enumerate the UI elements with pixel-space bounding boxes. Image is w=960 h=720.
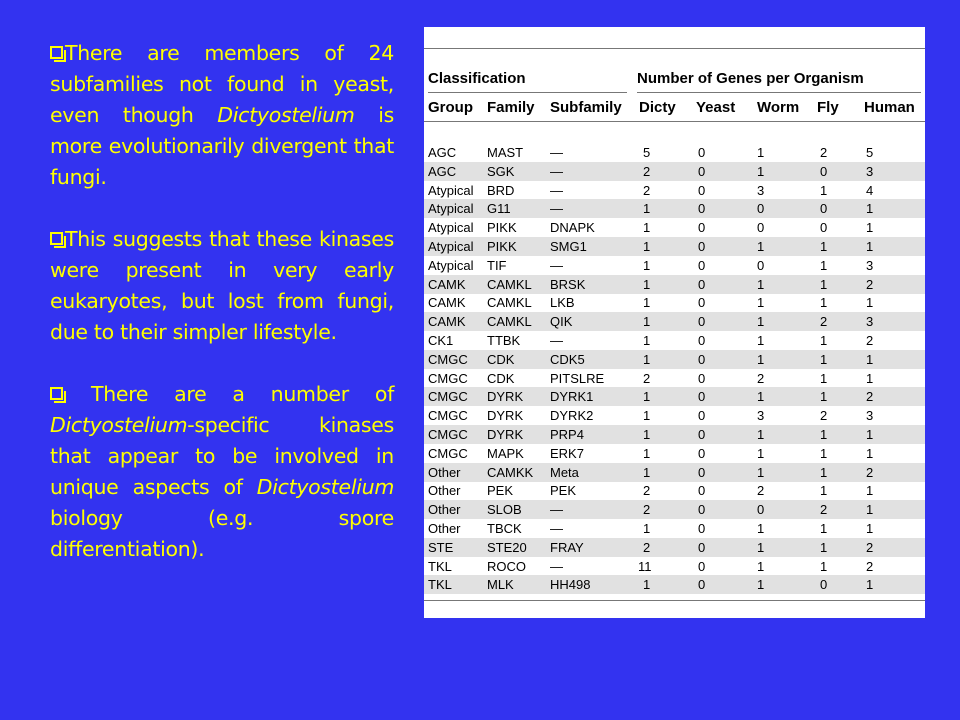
table-cell: CDK5	[550, 351, 585, 367]
table-cell: SLOB	[487, 502, 522, 518]
table-cell: Atypical	[428, 239, 474, 254]
table-cell: DYRK2	[550, 408, 594, 424]
table-cell: 2	[820, 145, 828, 160]
table-cell: 1	[866, 577, 874, 593]
table-cell: 0	[820, 163, 828, 179]
table-cell: 1	[820, 370, 828, 386]
table-cell: ROCO	[487, 558, 526, 574]
table-cell: 0	[757, 257, 765, 273]
table-cell: TIF	[487, 257, 507, 273]
table-cell: Atypical	[428, 220, 474, 236]
table-cell: PIKK	[487, 220, 517, 236]
table-cell: AGC	[428, 145, 457, 160]
table-cell: 2	[643, 502, 651, 518]
table-cell: 0	[698, 427, 706, 442]
column-header-fly: Fly	[817, 99, 839, 116]
table-cell: 0	[698, 239, 706, 254]
table-cell: TKL	[428, 558, 452, 574]
table-cell: —	[550, 521, 563, 536]
table-cell: CDK	[487, 351, 515, 367]
table-cell: 1	[820, 276, 828, 292]
table-cell: Other	[428, 521, 461, 536]
table-cell: PITSLRE	[550, 370, 605, 386]
bullet-paragraph-2	[50, 224, 394, 348]
column-header-family: Family	[487, 99, 535, 116]
paragraph-text: There are a number of	[65, 382, 394, 406]
table-row	[424, 275, 925, 294]
table-cell: —	[550, 145, 563, 160]
table-cell: 0	[820, 220, 828, 236]
table-cell: 1	[643, 314, 651, 330]
table-cell: 0	[698, 521, 706, 536]
table-cell: Other	[428, 483, 461, 499]
table-cell: 1	[757, 389, 765, 405]
table-cell: 1	[757, 427, 765, 442]
table-cell: 1	[820, 257, 828, 273]
table-cell: 3	[757, 182, 765, 198]
column-header-worm: Worm	[757, 99, 800, 116]
table-cell: 1	[757, 351, 765, 367]
table-cell: 2	[820, 502, 828, 518]
table-cell: 0	[698, 276, 706, 292]
table-row	[424, 387, 925, 406]
table-rule	[424, 121, 925, 122]
column-header-dicty: Dicty	[639, 99, 676, 116]
table-cell: 1	[643, 351, 651, 367]
table-cell: BRD	[487, 182, 515, 198]
table-cell: 0	[698, 483, 706, 499]
table-cell: CMGC	[428, 445, 468, 461]
table-cell: 3	[866, 408, 874, 424]
table-cell: 0	[698, 370, 706, 386]
table-row	[424, 256, 925, 275]
table-cell: 0	[698, 539, 706, 555]
table-cell: 1	[757, 145, 765, 160]
table-row	[424, 481, 925, 500]
table-cell: 0	[698, 257, 706, 273]
bullet-text-panel	[50, 38, 394, 596]
table-cell: 3	[866, 163, 874, 179]
table-cell: MAST	[487, 145, 524, 160]
table-cell: CMGC	[428, 427, 468, 442]
table-cell: 1	[643, 220, 651, 236]
paragraph-text: biology (e.g. spore differentiation).	[50, 506, 394, 561]
table-cell: 1	[643, 333, 651, 348]
table-cell: 5	[866, 145, 874, 160]
table-cell: 1	[643, 445, 651, 461]
table-cell: 1	[643, 201, 651, 217]
table-cell: 2	[866, 276, 874, 292]
paragraph-text: is more evolutionarily divergent that fungi.	[50, 103, 394, 189]
checkbox-bullet-icon	[50, 387, 63, 400]
table-cell: 2	[866, 539, 874, 555]
table-cell: MLK	[487, 577, 514, 593]
table-cell: 0	[757, 502, 765, 518]
table-cell: 1	[643, 427, 651, 442]
table-cell: 1	[757, 558, 765, 574]
table-cell: PIKK	[487, 239, 517, 254]
table-row	[424, 312, 925, 331]
table-cell: 2	[866, 389, 874, 405]
table-cell: CAMKL	[487, 314, 532, 330]
table-cell: 1	[866, 521, 874, 536]
table-cell: CMGC	[428, 351, 468, 367]
table-cell: CAMK	[428, 314, 466, 330]
table-cell: CMGC	[428, 370, 468, 386]
table-cell: 0	[698, 295, 706, 311]
table-cell: 1	[643, 239, 651, 254]
genes-per-organism-header: Number of Genes per Organism	[637, 70, 864, 87]
table-cell: QIK	[550, 314, 573, 330]
table-cell: DYRK	[487, 427, 524, 442]
bullet-paragraph-3	[50, 379, 394, 565]
table-cell: 1	[643, 276, 651, 292]
table-cell: DNAPK	[550, 220, 595, 236]
column-header-human: Human	[864, 99, 915, 116]
table-row	[424, 575, 925, 594]
table-cell: CAMKL	[487, 276, 532, 292]
table-row	[424, 557, 925, 576]
table-cell: 1	[643, 295, 651, 311]
table-cell: 0	[698, 220, 706, 236]
table-cell: 1	[820, 483, 828, 499]
table-cell: 1	[820, 351, 828, 367]
table-cell: 1	[757, 239, 765, 254]
table-cell: 1	[866, 220, 874, 236]
table-cell: 2	[757, 483, 765, 499]
table-row	[424, 218, 925, 237]
table-cell: Atypical	[428, 257, 474, 273]
table-cell: STE	[428, 539, 454, 555]
table-cell: 1	[866, 370, 874, 386]
table-cell: CAMKL	[487, 295, 532, 311]
table-cell: 0	[698, 577, 706, 593]
table-cell: SGK	[487, 163, 515, 179]
table-cell: 1	[820, 464, 828, 480]
table-cell: —	[550, 502, 563, 518]
table-cell: 2	[643, 539, 651, 555]
column-header-subfamily: Subfamily	[550, 99, 622, 116]
table-cell: 1	[866, 502, 874, 518]
table-rule	[424, 48, 925, 49]
table-cell: PEK	[487, 483, 514, 499]
table-cell: 2	[866, 464, 874, 480]
table-cell: 5	[643, 145, 651, 160]
table-row	[424, 293, 925, 312]
table-cell: 1	[820, 295, 828, 311]
table-cell: 1	[757, 577, 765, 593]
table-cell: 0	[698, 182, 706, 198]
table-cell: 1	[757, 163, 765, 179]
table-cell: 3	[757, 408, 765, 424]
table-cell: FRAY	[550, 539, 584, 555]
table-cell: —	[550, 333, 563, 348]
table-cell: 1	[866, 295, 874, 311]
table-cell: CK1	[428, 333, 454, 348]
table-cell: 1	[866, 351, 874, 367]
table-row	[424, 369, 925, 388]
table-cell: Atypical	[428, 182, 474, 198]
table-cell: SMG1	[550, 239, 587, 254]
table-cell: 1	[866, 201, 874, 217]
table-row	[424, 181, 925, 200]
table-cell: Atypical	[428, 201, 474, 217]
table-cell: LKB	[550, 295, 575, 311]
table-cell: 1	[820, 539, 828, 555]
table-row	[424, 538, 925, 557]
classification-underline	[428, 92, 627, 93]
table-cell: 1	[820, 239, 828, 254]
table-cell: ERK7	[550, 445, 584, 461]
table-cell: 2	[643, 163, 651, 179]
table-cell: 3	[866, 314, 874, 330]
table-cell: CAMKK	[487, 464, 534, 480]
table-cell: 0	[698, 558, 706, 574]
paragraph-text: There are members of 24 subfamilies not found in yeast, even though	[50, 41, 394, 127]
table-cell: 1	[757, 464, 765, 480]
table-cell: 0	[698, 464, 706, 480]
table-cell: Other	[428, 502, 461, 518]
table-cell: 1	[757, 521, 765, 536]
table-cell: 1	[866, 483, 874, 499]
table-cell: TTBK	[487, 333, 521, 348]
table-cell: 1	[643, 464, 651, 480]
column-header-yeast: Yeast	[696, 99, 736, 116]
table-cell: 1	[757, 295, 765, 311]
table-cell: 1	[757, 445, 765, 461]
table-cell: 2	[820, 408, 828, 424]
table-cell: 1	[866, 445, 874, 461]
table-cell: 3	[866, 257, 874, 273]
table-cell: 1	[820, 389, 828, 405]
table-cell: 0	[698, 333, 706, 348]
table-cell: 2	[820, 314, 828, 330]
table-cell: 1	[866, 239, 874, 254]
table-cell: CAMK	[428, 295, 466, 311]
table-cell: 1	[820, 558, 828, 574]
table-cell: 1	[757, 539, 765, 555]
table-row	[424, 237, 925, 256]
table-cell: 2	[643, 483, 651, 499]
table-row	[424, 425, 925, 444]
table-cell: 1	[820, 182, 828, 198]
table-row	[424, 500, 925, 519]
italic-term: Dictyostelium	[256, 475, 394, 499]
table-cell: —	[550, 257, 563, 273]
table-cell: —	[550, 182, 563, 198]
column-header-group: Group	[428, 99, 473, 116]
table-cell: Other	[428, 464, 461, 480]
table-row	[424, 350, 925, 369]
classification-header: Classification	[428, 70, 526, 87]
table-cell: 0	[698, 163, 706, 179]
table-cell: 0	[698, 502, 706, 518]
table-rule	[424, 600, 925, 601]
table-cell: 1	[757, 276, 765, 292]
table-cell: 0	[698, 351, 706, 367]
italic-term: Dictyostelium	[50, 413, 188, 437]
table-cell: 4	[866, 182, 874, 198]
organism-underline	[637, 92, 921, 93]
table-cell: TBCK	[487, 521, 522, 536]
table-cell: 1	[643, 257, 651, 273]
table-row	[424, 444, 925, 463]
paragraph-text: This suggests that these kinases were present in very early eukaryotes, but lost from fungi, due to their simpler lifestyle.	[50, 227, 394, 344]
table-row	[424, 199, 925, 218]
table-cell: 2	[866, 333, 874, 348]
table-cell: —	[550, 163, 563, 179]
table-cell: 1	[820, 521, 828, 536]
table-cell: 1	[820, 333, 828, 348]
table-cell: 1	[757, 314, 765, 330]
table-cell: 0	[757, 220, 765, 236]
table-cell: CMGC	[428, 389, 468, 405]
table-cell: 0	[757, 201, 765, 217]
table-cell: MAPK	[487, 445, 524, 461]
table-cell: PRP4	[550, 427, 584, 442]
table-cell: AGC	[428, 163, 457, 179]
table-cell: 1	[820, 427, 828, 442]
table-row	[424, 406, 925, 425]
table-cell: 2	[643, 182, 651, 198]
table-cell: 0	[698, 408, 706, 424]
table-row	[424, 463, 925, 482]
table-cell: 1	[757, 333, 765, 348]
table-cell: DYRK	[487, 389, 524, 405]
table-cell: 0	[820, 577, 828, 593]
table-cell: 0	[698, 314, 706, 330]
table-cell: CMGC	[428, 408, 468, 424]
table-row	[424, 162, 925, 181]
table-cell: 2	[643, 370, 651, 386]
table-cell: 0	[698, 145, 706, 160]
table-cell: G11	[487, 201, 511, 217]
table-cell: 11	[638, 558, 652, 574]
italic-term: Dictyostelium	[217, 103, 355, 127]
table-cell: Meta	[550, 464, 579, 480]
table-cell: 2	[866, 558, 874, 574]
table-cell: STE20	[487, 539, 527, 555]
table-row	[424, 519, 925, 538]
table-cell: 0	[820, 201, 828, 217]
table-row	[424, 143, 925, 162]
table-row	[424, 331, 925, 350]
table-cell: CDK	[487, 370, 515, 386]
table-cell: 1	[643, 577, 651, 593]
table-cell: —	[550, 558, 563, 574]
paragraph-text: -specific kinases that appear to be involved in unique aspects of	[50, 413, 394, 499]
checkbox-bullet-icon	[50, 46, 63, 59]
table-cell: —	[550, 201, 563, 217]
checkbox-bullet-icon	[50, 232, 63, 245]
table-cell: 1	[643, 389, 651, 405]
table-cell: 2	[757, 370, 765, 386]
bullet-paragraph-1	[50, 38, 394, 193]
table-cell: DYRK1	[550, 389, 594, 405]
kinase-table	[424, 27, 925, 618]
table-cell: BRSK	[550, 276, 586, 292]
table-cell: 0	[698, 201, 706, 217]
table-cell: 1	[820, 445, 828, 461]
table-cell: 0	[698, 389, 706, 405]
table-cell: 0	[698, 445, 706, 461]
table-cell: 1	[643, 521, 651, 536]
table-cell: PEK	[550, 483, 577, 499]
table-cell: 1	[866, 427, 874, 442]
table-cell: 1	[643, 408, 651, 424]
table-cell: TKL	[428, 577, 452, 593]
table-cell: DYRK	[487, 408, 524, 424]
table-cell: HH498	[550, 577, 591, 593]
table-cell: CAMK	[428, 276, 466, 292]
